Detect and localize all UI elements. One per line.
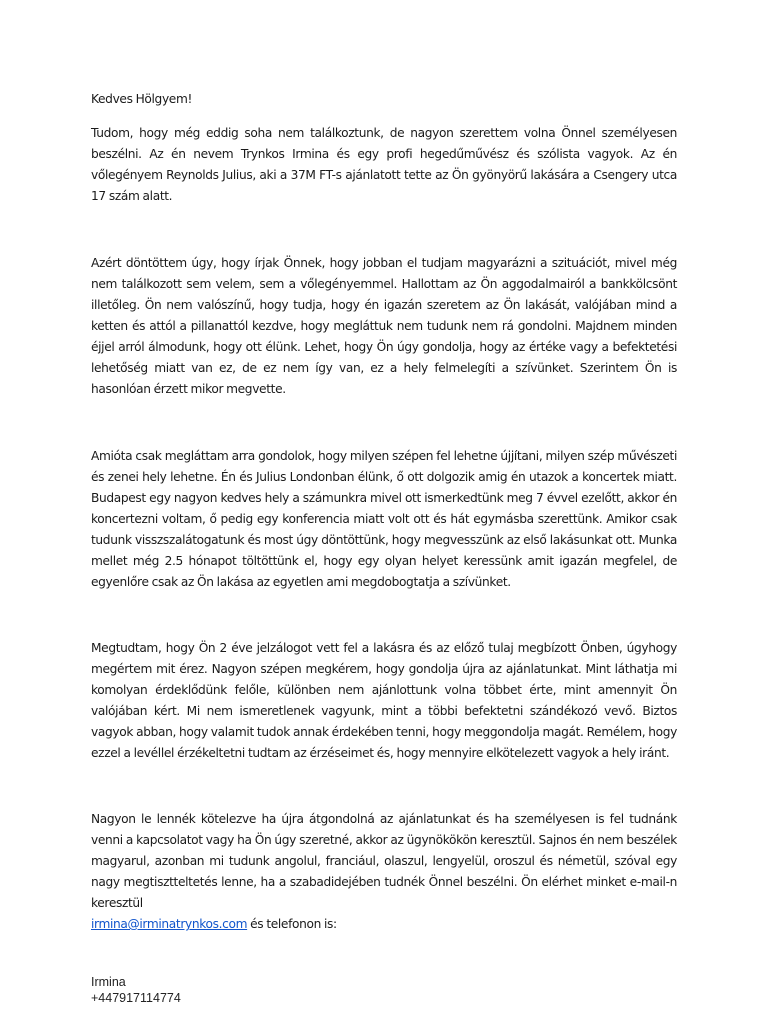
paragraph-request: Megtudtam, hogy Ön 2 éve jelzálogot vett fel a lakásra és az előző tulaj megbízott Önben, úgyhogy megértem mit érez. Nagyon szépen megkérem, hogy gondolja újra az ajánlatunkat. Mint láthatja mi komolyan érdeklődünk felőle, különben nem ajánlottunk volna többet érte, mint amennyit Ön valójában kért. Mi nem ismeretlenek vagyunk, mint a többi befektetni szándékozó vevő. Biztos vagyok abban, hogy valamit tudok annak érdekében tenni, hogy meggondolja magát. Remélem, hogy ezzel a levéllel érzékeltetni tudtam az érzéseimet és, hogy mennyire elkötelezett vagyok a hely iránt.: [91, 641, 677, 760]
paragraph-reason: Azért döntöttem úgy, hogy írjak Önnek, hogy jobban el tudjam magyarázni a szituációt, mivel még nem találkozott sem velem, sem a vőlegényemmel. Hallottam az Ön aggodalmairól a bankkölcsönt illetőleg. Ön nem valószínű, hogy tudja, hogy én igazán szeretem az Ön lakását, valójában mind a ketten és attól a pillanattól kezdve, hogy megláttuk nem tudunk nem rá gondolni. Majdnem minden éjjel arról álmodunk, hogy ott élünk. Lehet, hogy Ön úgy gondolja, hogy az értéke vagy a befektetési lehetőség miatt van ez, de ez nem így van, ez a hely felmelegíti a szívünket. Szerintem Ön is hasonlóan érzett mikor megvette.: [91, 256, 677, 396]
phone-suffix: és telefonon is:: [247, 917, 337, 931]
paragraph-contact: [91, 809, 677, 935]
letter-page: [91, 88, 677, 1006]
contact-text: Nagyon le lennék kötelezve ha újra átgondolná az ajánlatunkat és ha személyesen is fel tudnánk venni a kapcsolatot vagy ha Ön úgy szeretné, akkor az ügynökökön keresztül. Sajnos én nem beszélek magyarul, azonban mi tudunk angolul, franciául, olaszul, lengyelül, oroszul és németül, szóval egy nagy megtisztteltetés lenne, ha a szabadidejében tudnék Önnel beszélni. Ön elérhet minket e-mail-n keresztül: [91, 812, 677, 910]
greeting: Kedves Hölgyem!: [91, 92, 193, 106]
paragraph-intro: Tudom, hogy még eddig soha nem találkoztunk, de nagyon szerettem volna Önnel személyesen beszélni. Az én nevem Trynkos Irmina és egy profi hegedűművész és szólista vagyok. Az én vőlegényem Reynolds Julius, aki a 37M FT-s ajánlatott tette az Ön gyönyörű lakására a Csengery utca 17 szám alatt.: [91, 126, 677, 203]
paragraph-story: Amióta csak megláttam arra gondolok, hogy milyen szépen fel lehetne újjítani, milyen szép művészeti és zenei hely lehetne. Én és Julius Londonban élünk, ő ott dolgozik amig én utazok a koncertek miatt. Budapest egy nagyon kedves hely a számunkra mivel ott ismerkedtünk meg 7 évvel ezelőtt, akkor én koncertezni voltam, ő pedig egy konferencia miatt volt ott és hát egymásba szerettünk. Amikor csak tudunk visszszalátogatunk és most úgy döntöttünk, hogy megvesszünk az első lakásunkat ott. Munka mellet még 2.5 hónapot töltöttünk el, hogy egy olyan helyet keressünk amit igazán megfelel, de egyenlőre csak az Ön lakása az egyetlen ami megdobogtatja a szívünket.: [91, 449, 677, 589]
signature-phone: +447917114774: [91, 991, 181, 1005]
signature: [91, 974, 677, 1006]
email-link[interactable]: irmina@irminatrynkos.com: [91, 917, 248, 931]
signature-name: Irmina: [91, 975, 126, 989]
